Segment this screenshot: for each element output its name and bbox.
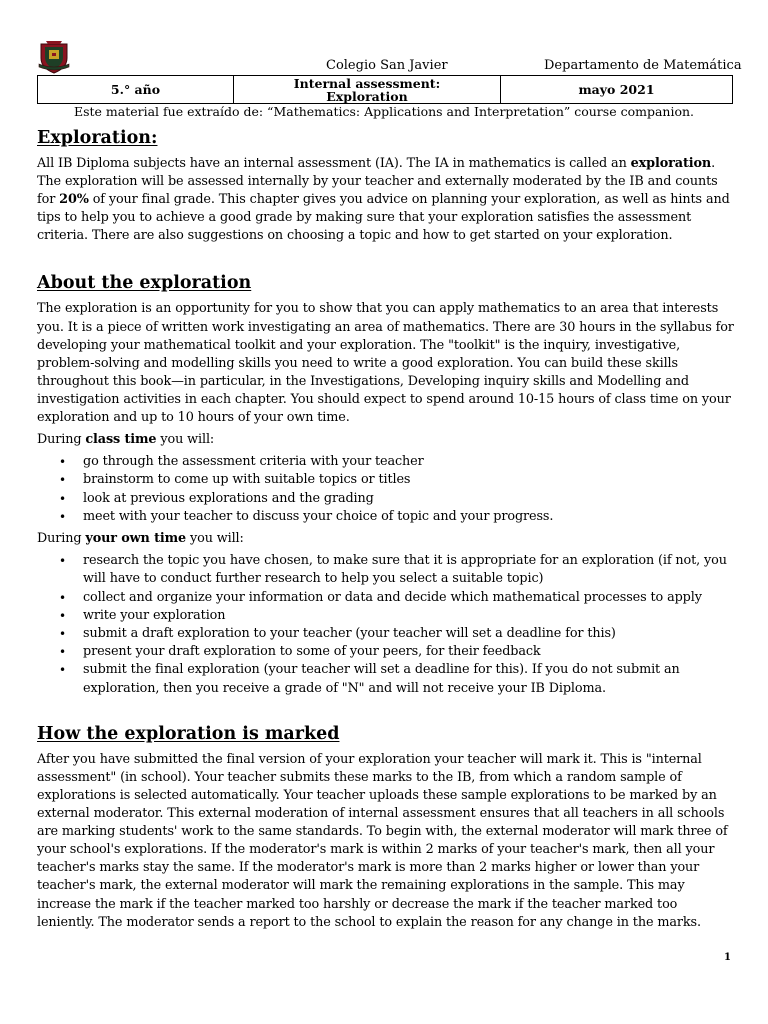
about-heading: About the exploration [37,273,252,294]
class-time-list [37,453,737,526]
department-name: Departamento de Matemática [544,58,742,73]
list-item: • present your draft exploration to some of your peers, for their feedback [37,643,737,661]
main-content [37,126,737,932]
class-time-text-1: During [37,432,86,448]
exploration-heading: Exploration: [37,128,158,148]
exploration-intro-paragraph [37,155,737,245]
list-item: • collect and organize your information or data and decide which mathematical processes to apply [37,589,737,607]
source-note: Este material fue extraído de: “Mathematics: Applications and Interpretation” course companion. [73,104,695,119]
own-time-intro [37,530,737,548]
assessment-line-1: Internal assessment: [293,75,441,91]
own-time-bold: your own time [85,531,187,547]
intro-text-2: . The exploration will be assessed internally by your teacher and externally moderated by the IB and counts for [37,156,718,208]
list-item: • meet with your teacher to discuss your choice of topic and your progress. [37,508,737,526]
about-paragraph: The exploration is an opportunity for you to show that you can apply mathematics to an area that interests you. It is a piece of written work investigating an area of mathematics. There are 30 hours in the syllabus for developing your mathematical toolkit and your exploration. The "toolkit" is the inquiry, investigative, problem-solving and modelling skills you need to write a good exploration. You can build these skills throughout this book—in particular, in the Investigations, Developing inquiry skills and Modelling and investigation activities in each chapter. You should expect to spend around 10-15 hours of class time on your exploration and up to 10 hours of your own time. [37,301,734,426]
list-item: • go through the assessment criteria with your teacher [37,453,737,471]
own-time-text-1: During [37,531,86,547]
own-time-text-2: you will: [186,531,244,547]
grade-cell: 5.° año [38,76,234,104]
page-number: 1 [724,952,731,963]
intro-text-1: All IB Diploma subjects have an internal assessment (IA). The IA in mathematics is called an [37,156,631,171]
intro-bold-percent: 20% [59,192,89,208]
list-item: • brainstorm to come up with suitable topics or titles [37,471,737,489]
class-time-intro [37,431,737,449]
intro-text-3: of your final grade. This chapter gives you advice on planning your exploration, as well as hints and tips to help you to achieve a good grade by making sure that your exploration satisfies the assessment criteria. There are also suggestions on choosing a topic and how to get started on your exploration. [37,192,730,244]
list-item: • submit a draft exploration to your teacher (your teacher will set a deadline for this) [37,625,737,643]
marking-paragraph: After you have submitted the final version of your exploration your teacher will mark it. This is "internal assessment" (in school). Your teacher submits these marks to the IB, from which a random sample of explorations is selected automatically. Your teacher uploads these sample explorations to be marked by an external moderator. This external moderation of internal assessment ensures that all teachers in all schools are marking students' work to the same standards. To begin with, the external moderator will mark three of your school's explorations. If the moderator's mark is within 2 marks of your teacher's mark, then all your teacher's marks stay the same. If the moderator's mark is more than 2 marks higher or lower than your teacher's mark, the external moderator will mark the remaining explorations in the sample. This may increase the mark if the teacher marked too harshly or decrease the mark if the teacher marked too leniently. The moderator sends a report to the school to explain the reason for any change in the marks. [37,751,728,930]
list-item: • submit the final exploration (your teacher will set a deadline for this). If you do not submit an exploration, then you receive a grade of "N" and will not receive your IB Diploma. [37,661,737,697]
marking-heading: How the exploration is marked [37,723,340,744]
class-time-text-2: you will: [156,432,215,448]
assessment-line-2: Exploration [326,88,408,104]
header-info-table [37,75,733,104]
own-time-list [37,552,737,698]
school-crest-logo [38,40,70,74]
assessment-cell [234,76,501,104]
list-item: • write your exploration [37,607,737,625]
date-cell: mayo 2021 [501,76,733,104]
list-item: • look at previous explorations and the grading [37,490,737,508]
list-item: • research the topic you have chosen, to make sure that it is appropriate for an exploration (if not, you will have to conduct further research to help you select a suitable topic) [37,552,737,588]
class-time-bold: class time [85,432,157,448]
intro-bold-exploration: exploration [630,156,712,171]
school-name: Colegio San Javier [326,58,448,73]
